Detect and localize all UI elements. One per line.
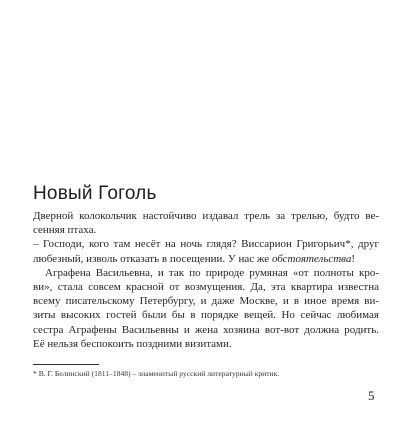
chapter-title: Новый Гоголь (33, 183, 157, 204)
text-line (33, 252, 379, 266)
text-line-start: любезный, изволь отказать в посещении. У нас же (33, 252, 272, 265)
footnote: * В. Г. Белинский (1811–1848) – знаменитый русский литературный критик. (33, 369, 280, 378)
text-line: Дверной колокольчик настойчиво издавал трель за трелью, будто ве- (33, 210, 379, 222)
text-line: ви», стала совсем красной от возмущения. Да, эта квартира известна (33, 280, 379, 293)
text-line: всему писательскому Петербургу, и даже Москве, и в иное время ви- (33, 295, 379, 308)
text-line: Её нельзя беспокоить поздними визитами. (33, 337, 232, 350)
text-line: сенняя птаха. (33, 224, 97, 237)
footnote-divider (33, 364, 99, 365)
text-line: – Господи, кого там несёт на ночь глядя? Виссарион Григорьич*, друг (33, 238, 379, 251)
italic-word: обстоятельства (271, 252, 352, 265)
body-text (33, 209, 379, 351)
exclamation-mark: ! (351, 252, 356, 265)
text-line: Аграфена Васильевна, и так по природе румяная «от полноты кро- (45, 266, 379, 279)
text-line: зиты высоких гостей были бы в порядке вещей. Но сейчас любимая (33, 309, 379, 322)
text-line: сестра Аграфены Васильевны и жена хозяина вот-вот должна родить. (33, 323, 379, 336)
page-number: 5 (368, 388, 375, 403)
